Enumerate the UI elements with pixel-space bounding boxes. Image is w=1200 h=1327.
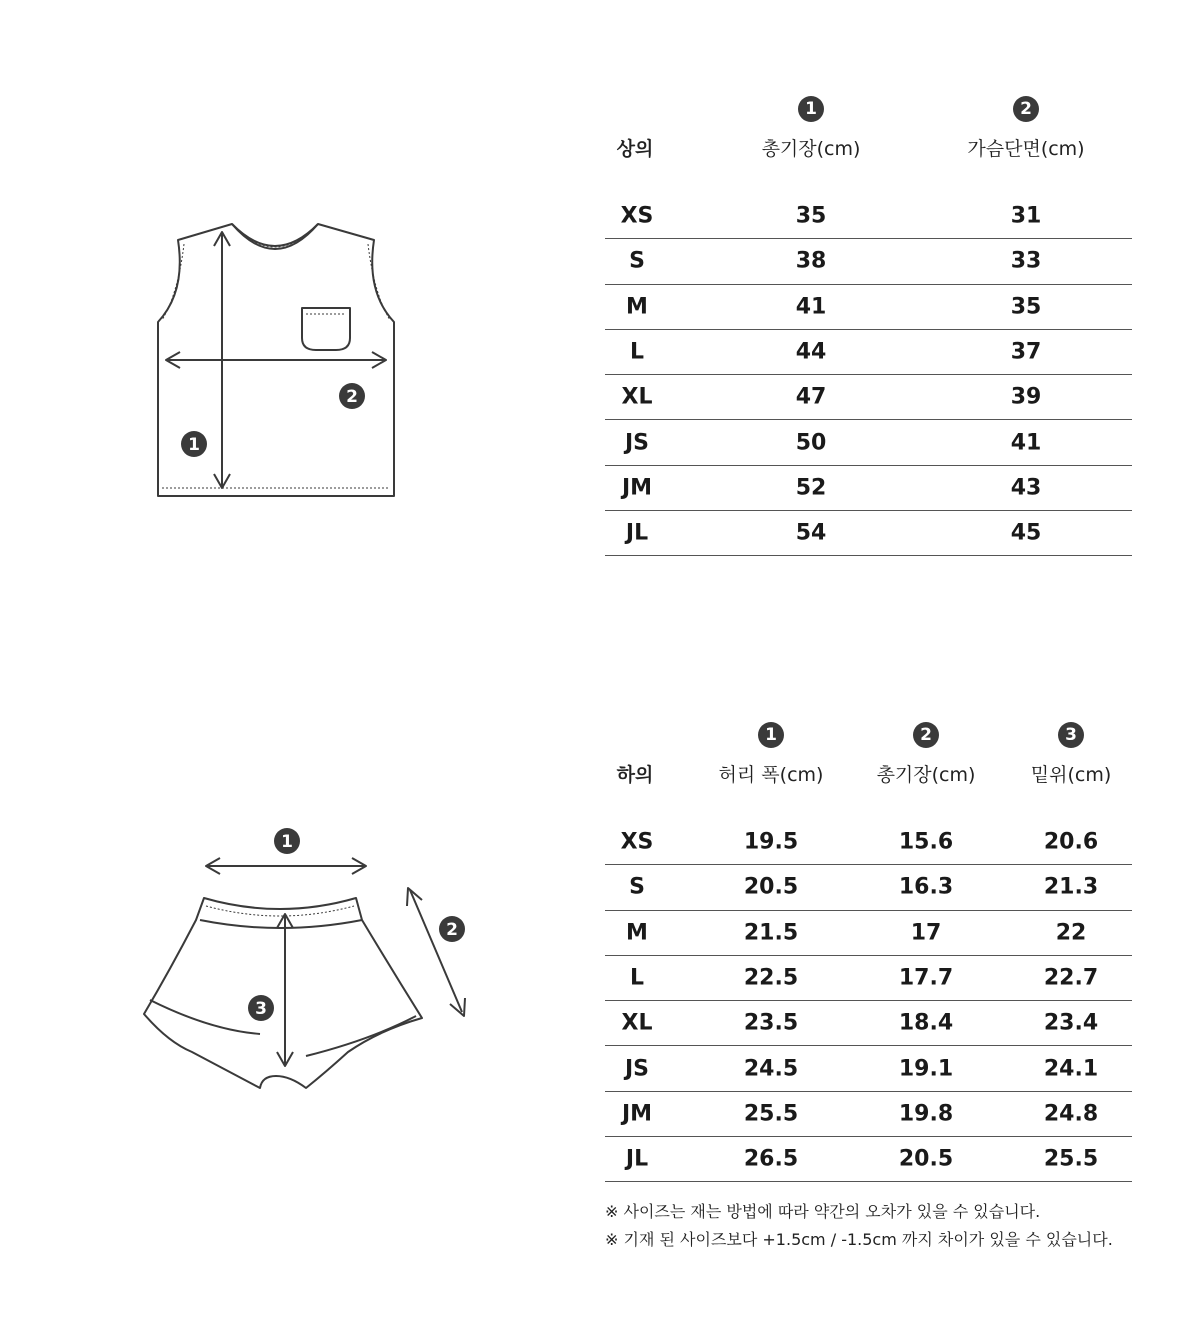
size-cell: XL (621, 384, 653, 410)
value-cell: 24.1 (1043, 1056, 1099, 1082)
value-cell: 24.8 (1043, 1101, 1099, 1127)
bottom-col-3-number-icon: 3 (1058, 722, 1084, 748)
top-mark-1-icon (181, 431, 207, 457)
bottom-column-numbers (605, 722, 1132, 752)
top-col-1-label: 총기장(cm) (761, 138, 861, 160)
top-table-body (605, 194, 1132, 556)
size-cell: JL (625, 1146, 649, 1172)
value-cell: 19.8 (898, 1101, 954, 1127)
value-cell: 35 (795, 203, 827, 229)
value-cell: 37 (1010, 339, 1042, 365)
top-col-1-number-icon: 1 (798, 96, 824, 122)
table-row (605, 1046, 1132, 1091)
size-cell: L (629, 339, 645, 365)
value-cell: 17.7 (898, 965, 954, 991)
value-cell: 23.5 (743, 1010, 799, 1036)
table-row (605, 194, 1132, 239)
top-header-row (605, 134, 1132, 164)
table-row (605, 375, 1132, 420)
value-cell: 33 (1010, 248, 1042, 274)
table-row (605, 911, 1132, 956)
bottom-header-row (605, 760, 1132, 790)
svg-text:3: 3 (255, 999, 267, 1019)
size-cell: XS (620, 829, 654, 855)
value-cell: 35 (1010, 294, 1042, 320)
size-cell: JS (624, 430, 650, 456)
value-cell: 25.5 (1043, 1146, 1099, 1172)
value-cell: 23.4 (1043, 1010, 1099, 1036)
size-cell: XS (620, 203, 654, 229)
size-cell: M (626, 294, 648, 320)
value-cell: 44 (795, 339, 827, 365)
value-cell: 20.6 (1043, 829, 1099, 855)
top-col-2-number-icon: 2 (1013, 96, 1039, 122)
bottom-mark-1-icon (274, 828, 300, 854)
table-row (605, 1001, 1132, 1046)
svg-text:2: 2 (346, 387, 358, 407)
table-row (605, 1092, 1132, 1137)
value-cell: 50 (795, 430, 827, 456)
value-cell: 31 (1010, 203, 1042, 229)
value-cell: 16.3 (898, 874, 954, 900)
top-size-table (605, 96, 1132, 556)
value-cell: 47 (795, 384, 827, 410)
size-cell: M (626, 920, 648, 946)
value-cell: 39 (1010, 384, 1042, 410)
svg-text:2: 2 (446, 920, 458, 940)
table-row (605, 865, 1132, 910)
value-cell: 41 (795, 294, 827, 320)
value-cell: 45 (1010, 520, 1042, 546)
size-cell: JM (621, 1101, 653, 1127)
value-cell: 22.7 (1043, 965, 1099, 991)
top-mark-2-icon (339, 383, 365, 409)
bottom-mark-2-icon (439, 916, 465, 942)
bottom-section-label: 하의 (616, 764, 654, 786)
top-garment-diagram (140, 210, 410, 510)
value-cell: 38 (795, 248, 827, 274)
svg-text:1: 1 (281, 832, 293, 852)
value-cell: 52 (795, 475, 827, 501)
size-cell: L (629, 965, 645, 991)
bottom-col-1-number-icon: 1 (758, 722, 784, 748)
value-cell: 15.6 (898, 829, 954, 855)
value-cell: 21.3 (1043, 874, 1099, 900)
size-cell: S (629, 248, 645, 274)
size-cell: S (629, 874, 645, 900)
size-cell: JL (625, 520, 649, 546)
value-cell: 21.5 (743, 920, 799, 946)
value-cell: 18.4 (898, 1010, 954, 1036)
value-cell: 43 (1010, 475, 1042, 501)
value-cell: 19.1 (898, 1056, 954, 1082)
size-cell: JM (621, 475, 653, 501)
table-row (605, 1137, 1132, 1182)
table-row (605, 239, 1132, 284)
table-row (605, 466, 1132, 511)
note-line: ※ 기재 된 사이즈보다 +1.5cm / -1.5cm 까지 차이가 있을 수 있습니다. (605, 1230, 1113, 1249)
size-notes (605, 1198, 1113, 1254)
svg-text:1: 1 (188, 435, 200, 455)
table-row (605, 420, 1132, 465)
size-cell: JS (624, 1056, 650, 1082)
top-col-2-label: 가슴단면(cm) (967, 138, 1085, 160)
value-cell: 20.5 (743, 874, 799, 900)
bottom-col-3-label: 밑위(cm) (1030, 764, 1112, 786)
bottom-size-table (605, 722, 1132, 1187)
top-section-label: 상의 (616, 138, 654, 160)
bottom-garment-diagram (130, 820, 480, 1100)
table-row (605, 511, 1132, 556)
value-cell: 25.5 (743, 1101, 799, 1127)
value-cell: 17 (910, 920, 942, 946)
value-cell: 19.5 (743, 829, 799, 855)
note-line: ※ 사이즈는 재는 방법에 따라 약간의 오차가 있을 수 있습니다. (605, 1202, 1041, 1221)
table-row (605, 820, 1132, 865)
bottom-col-1-label: 허리 폭(cm) (718, 764, 824, 786)
size-cell: XL (621, 1010, 653, 1036)
value-cell: 54 (795, 520, 827, 546)
bottom-mark-3-icon (248, 995, 274, 1021)
bottom-table-body (605, 820, 1132, 1182)
value-cell: 22 (1055, 920, 1087, 946)
value-cell: 26.5 (743, 1146, 799, 1172)
top-column-numbers (605, 96, 1132, 126)
value-cell: 24.5 (743, 1056, 799, 1082)
table-row (605, 330, 1132, 375)
value-cell: 22.5 (743, 965, 799, 991)
table-row (605, 285, 1132, 330)
bottom-col-2-label: 총기장(cm) (876, 764, 976, 786)
table-row (605, 956, 1132, 1001)
value-cell: 41 (1010, 430, 1042, 456)
bottom-col-2-number-icon: 2 (913, 722, 939, 748)
value-cell: 20.5 (898, 1146, 954, 1172)
